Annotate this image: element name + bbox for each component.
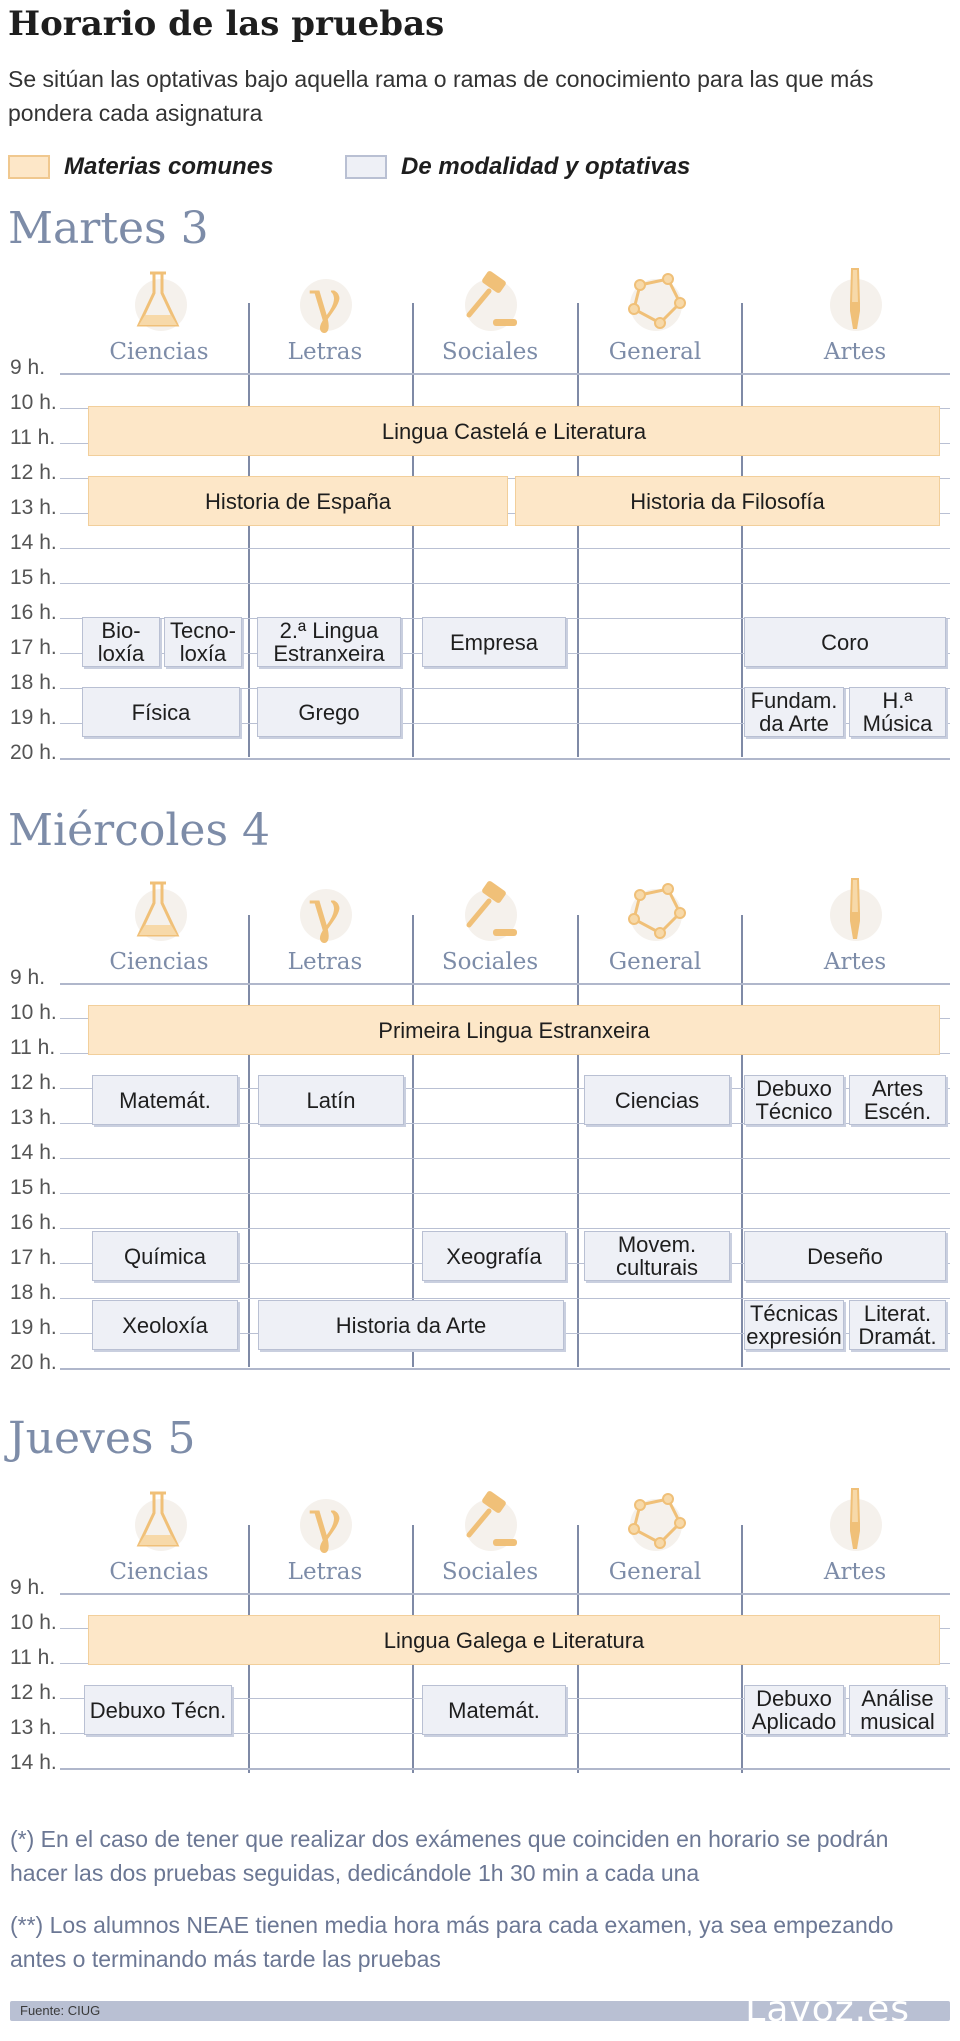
hour-label: 12 h.: [10, 1071, 57, 1094]
exam-block: 2.ª Lingua Estranxeira: [257, 617, 401, 667]
exam-block: Historia da Arte: [258, 1300, 564, 1350]
exam-block: Historia de España: [88, 476, 508, 526]
legend-modal-label: De modalidad y optativas: [401, 153, 691, 180]
source-label: Fuente: CIUG: [20, 2003, 101, 2018]
exam-block: Movem. culturais: [584, 1231, 730, 1281]
column-label-general: General: [608, 1559, 702, 1585]
hour-label: 13 h.: [10, 1106, 57, 1129]
footnote-2: (**) Los alumnos NEAE tienen media hora más para cada examen, ya sea empezando antes o terminando más tarde las pruebas: [10, 1912, 894, 1972]
hour-label: 19 h.: [10, 1316, 57, 1339]
svg-text:γ: γ: [307, 267, 343, 335]
hour-label: 20 h.: [10, 1351, 57, 1374]
hour-label: 12 h.: [10, 461, 57, 484]
hour-label: 17 h.: [10, 1246, 57, 1269]
exam-block: Artes Escén.: [849, 1075, 946, 1125]
legend-modal: [345, 150, 690, 184]
hour-label: 13 h.: [10, 496, 57, 519]
hour-label: 20 h.: [10, 741, 57, 764]
hour-label: 13 h.: [10, 1716, 57, 1739]
legend-common-swatch: [8, 155, 50, 179]
exam-block: Fundam. da Arte: [744, 687, 844, 737]
hour-label: 16 h.: [10, 601, 57, 624]
hour-label: 15 h.: [10, 1176, 57, 1199]
column-label-artes: Artes: [823, 339, 887, 365]
day-title: Martes 3: [8, 203, 209, 254]
column-label-general: General: [608, 949, 702, 975]
legend-modal-swatch: [345, 155, 387, 179]
flask-icon: [123, 1485, 193, 1555]
paintbrush-icon: [820, 875, 890, 945]
day-title: Jueves 5: [8, 1413, 196, 1464]
legend-common: [8, 150, 273, 184]
gavel-icon: [455, 1485, 525, 1555]
hour-label: 14 h.: [10, 1751, 57, 1774]
exam-block: H.ª Música: [849, 687, 946, 737]
hour-label: 15 h.: [10, 566, 57, 589]
exam-block: Tecno- loxía: [164, 617, 242, 667]
gavel-icon: [455, 265, 525, 335]
hour-line: [60, 1228, 950, 1229]
hour-label: 11 h.: [10, 1646, 56, 1669]
hour-label: 19 h.: [10, 706, 57, 729]
hour-label: 9 h.: [10, 356, 46, 379]
network-icon: [620, 875, 690, 945]
hour-line: [60, 758, 950, 760]
exam-block: Debuxo Aplicado: [744, 1685, 844, 1735]
hour-line: [60, 1158, 950, 1159]
network-icon: [620, 1485, 690, 1555]
column-label-letras: Letras: [287, 949, 363, 975]
exam-block: Bio- loxía: [82, 617, 160, 667]
column-label-ciencias: Ciencias: [109, 1559, 209, 1585]
gamma-icon: [290, 265, 360, 335]
hour-line: [60, 583, 950, 584]
exam-block: Empresa: [422, 617, 566, 667]
exam-block: Coro: [744, 617, 946, 667]
exam-block: Deseño: [744, 1231, 946, 1281]
exam-block: Primeira Lingua Estranxeira: [88, 1005, 940, 1055]
hour-label: 14 h.: [10, 1141, 57, 1164]
hour-label: 9 h.: [10, 1576, 46, 1599]
page-subtitle: Se sitúan las optativas bajo aquella rama o ramas de conocimiento para las que más pondera cada asignatura: [8, 66, 874, 126]
exam-block: Técnicas expresión: [744, 1300, 844, 1350]
hour-label: 17 h.: [10, 636, 57, 659]
hour-line: [60, 983, 950, 985]
column-label-letras: Letras: [287, 1559, 363, 1585]
hour-line: [60, 373, 950, 375]
hour-line: [60, 1768, 950, 1770]
column-label-artes: Artes: [823, 949, 887, 975]
hour-label: 18 h.: [10, 671, 57, 694]
hour-label: 10 h.: [10, 1001, 57, 1024]
exam-block: Literat. Dramát.: [849, 1300, 946, 1350]
column-label-artes: Artes: [823, 1559, 887, 1585]
hour-line: [60, 1593, 950, 1595]
network-icon: [620, 265, 690, 335]
hour-label: 11 h.: [10, 426, 56, 449]
hour-line: [60, 548, 950, 549]
exam-block: Debuxo Técnico: [744, 1075, 844, 1125]
exam-block: Lingua Galega e Literatura: [88, 1615, 940, 1665]
hour-label: 14 h.: [10, 531, 57, 554]
hour-label: 10 h.: [10, 391, 57, 414]
hour-label: 10 h.: [10, 1611, 57, 1634]
paintbrush-icon: [820, 1485, 890, 1555]
column-label-ciencias: Ciencias: [109, 949, 209, 975]
hour-line: [60, 1368, 950, 1370]
footnote-1: (*) En el caso de tener que realizar dos exámenes que coinciden en horario se podrán hacer las dos pruebas seguidas, dedicándole 1h 30 min a cada una: [10, 1826, 889, 1886]
column-label-letras: Letras: [287, 339, 363, 365]
legend-common-label: Materias comunes: [64, 153, 274, 180]
svg-text:γ: γ: [307, 877, 343, 945]
exam-block: Ciencias: [584, 1075, 730, 1125]
exam-block: Grego: [257, 687, 401, 737]
hour-label: 12 h.: [10, 1681, 57, 1704]
exam-block: Matemát.: [92, 1075, 238, 1125]
hour-label: 18 h.: [10, 1281, 57, 1304]
exam-block: Historia da Filosofía: [515, 476, 940, 526]
exam-block: Xeografía: [422, 1231, 566, 1281]
hour-line: [60, 1298, 950, 1299]
exam-block: Matemát.: [422, 1685, 566, 1735]
paintbrush-icon: [820, 265, 890, 335]
svg-text:γ: γ: [307, 1487, 343, 1555]
day-title: Miércoles 4: [8, 805, 271, 856]
column-label-sociales: Sociales: [441, 339, 539, 365]
page-title: Horario de las pruebas: [8, 4, 445, 44]
hour-line: [60, 1193, 950, 1194]
gamma-icon: [290, 1485, 360, 1555]
column-label-sociales: Sociales: [441, 1559, 539, 1585]
gamma-icon: [290, 875, 360, 945]
column-label-general: General: [608, 339, 702, 365]
exam-block: Debuxo Técn.: [84, 1685, 232, 1735]
exam-block: Latín: [258, 1075, 404, 1125]
exam-block: Química: [92, 1231, 238, 1281]
brand-logo: Lavoz.es: [745, 1989, 910, 2030]
day-section-miercoles: [0, 805, 960, 1375]
flask-icon: [123, 265, 193, 335]
exam-block: Lingua Castelá e Literatura: [88, 406, 940, 456]
column-label-sociales: Sociales: [441, 949, 539, 975]
hour-label: 9 h.: [10, 966, 46, 989]
hour-label: 16 h.: [10, 1211, 57, 1234]
day-section-jueves: [0, 1413, 960, 1783]
exam-block: Física: [82, 687, 240, 737]
flask-icon: [123, 875, 193, 945]
exam-block: Análise musical: [849, 1685, 946, 1735]
footer-bar: [10, 1989, 950, 2030]
hour-label: 11 h.: [10, 1036, 56, 1059]
day-section-martes: [0, 203, 960, 763]
gavel-icon: [455, 875, 525, 945]
column-label-ciencias: Ciencias: [109, 339, 209, 365]
exam-block: Xeoloxía: [92, 1300, 238, 1350]
